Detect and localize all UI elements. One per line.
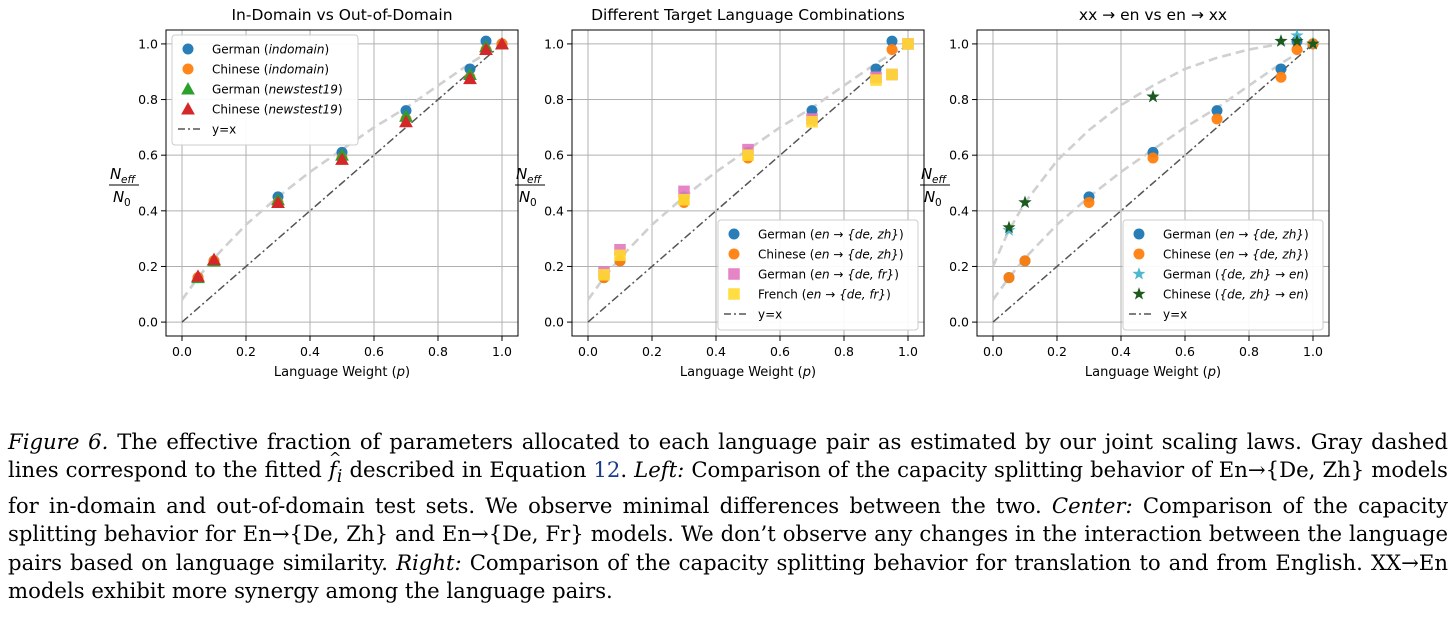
legend-label-text: Chinese ( (758, 247, 815, 262)
legend-label (1163, 247, 1309, 261)
chart-title: In-Domain vs Out-of-Domain (231, 6, 453, 24)
chart-title: Different Target Language Combinations (591, 6, 905, 24)
legend-label (212, 122, 236, 136)
y-tick-label: 0.6 (138, 147, 158, 163)
legend-label (1163, 267, 1309, 281)
caption-sentence-1: The effective fraction of parameters allocated to each language pair as estimated by our joint scaling laws. Gray dashed lines correspond to the fitted (8, 429, 1448, 483)
legend-label (212, 82, 343, 96)
x-tick-label: 1.0 (492, 344, 512, 359)
figure-caption (8, 428, 1448, 606)
legend-label-text: German ( (758, 267, 815, 282)
x-tick-label: 0.8 (834, 344, 854, 359)
y-label-denominator: N (924, 188, 936, 206)
x-axis-label-var: p (396, 365, 405, 380)
legend-label-text: Chinese ( (1163, 247, 1220, 262)
x-tick-label: 0.4 (706, 344, 726, 359)
legend-marker-square (728, 268, 740, 280)
x-tick-label: 0.0 (172, 344, 192, 359)
legend-label-italic: indomain (268, 62, 325, 77)
x-tick-label: 0.2 (236, 344, 256, 359)
y-label-denominator-sub: 0 (124, 197, 131, 209)
y-tick-label: 0.4 (544, 203, 564, 219)
y-tick-label: 0.0 (544, 314, 564, 330)
data-point (598, 269, 610, 281)
y-tick-label: 0.8 (544, 92, 564, 108)
x-axis-label-end: ) (810, 365, 817, 380)
x-axis-label-text: Language Weight ( (679, 365, 803, 380)
legend-label-end: ) (324, 42, 330, 57)
legend-label-end: ) (1304, 267, 1309, 282)
legend-label-italic: indomain (268, 42, 325, 57)
legend-marker-circle (1134, 229, 1145, 240)
legend-label (758, 267, 899, 281)
legend-label-text: German ( (1163, 267, 1220, 282)
legend-label-end: ) (898, 247, 904, 262)
y-label-denominator-sub: 0 (530, 197, 537, 209)
y-tick-label: 0.8 (949, 92, 969, 108)
x-tick-label: 0.6 (364, 344, 384, 359)
legend-label (758, 227, 904, 241)
legend-label-italic: en → {de, fr} (814, 267, 895, 282)
legend-label-text: German ( (212, 82, 269, 97)
y-tick-label: 0.6 (949, 147, 969, 163)
caption-fhat (329, 456, 343, 492)
y-axis-label (920, 165, 950, 209)
center-panel (506, 0, 936, 395)
legend-label-end: ) (1303, 247, 1309, 262)
legend-label-italic: en → {de, zh} (1219, 247, 1304, 262)
legend-label-end: ) (324, 62, 330, 77)
legend-label-end: ) (337, 102, 343, 117)
y-axis-label (109, 165, 139, 209)
y-label-numerator-sub: eff (121, 174, 136, 186)
data-point (1146, 90, 1159, 102)
legend-label-text: y=x (212, 122, 237, 137)
series-3 (1002, 34, 1319, 233)
y-label-numerator-sub: eff (932, 174, 947, 186)
legend-label-end: ) (337, 82, 343, 97)
legend-marker-circle (729, 249, 740, 260)
legend-label-text: German ( (212, 42, 269, 57)
legend-label-italic: en → {de, zh} (814, 227, 900, 242)
legend-label-italic: en → {de, zh} (1219, 227, 1305, 242)
legend-label-text: French ( (758, 287, 807, 302)
data-point (1276, 72, 1287, 83)
x-axis-label (680, 365, 816, 380)
legend (718, 220, 918, 330)
legend-label-text: Chinese ( (212, 62, 269, 77)
x-axis-label-var: p (1207, 365, 1216, 380)
legend-label-text: German ( (758, 227, 815, 242)
x-axis-label-end: ) (1215, 365, 1222, 380)
center-chart (506, 0, 936, 395)
legend-label-end: ) (886, 287, 891, 302)
caption-fhat-sub: i (336, 467, 343, 488)
legend (172, 35, 358, 145)
x-tick-label: 0.4 (1111, 344, 1131, 359)
data-point (1292, 44, 1303, 55)
data-point (806, 116, 818, 128)
legend-label (212, 42, 329, 56)
legend-label-text: Chinese ( (1163, 287, 1220, 302)
legend-marker-circle (1134, 249, 1145, 260)
legend-label (212, 102, 343, 116)
caption-right-text: Comparison of the capacity splitting behavior for translation to and from English. XX→En models exhibit more synergy among the language pairs. (8, 549, 1448, 604)
y-tick-label: 0.2 (138, 258, 158, 274)
legend-label-italic: newstest19 (268, 102, 338, 117)
right-chart (911, 0, 1331, 395)
y-tick-label: 0.2 (544, 258, 564, 274)
data-point (870, 74, 882, 86)
series-2 (1002, 29, 1319, 236)
y-label-numerator: N (110, 165, 122, 183)
x-tick-label: 0.2 (642, 344, 662, 359)
legend-label-text: y=x (758, 307, 783, 322)
legend-label (758, 287, 891, 301)
y-tick-label: 0.0 (138, 314, 158, 330)
y-tick-label: 1.0 (138, 36, 158, 52)
y-tick-label: 0.8 (138, 92, 158, 108)
legend-label-text: German ( (1163, 227, 1220, 242)
caption-label: Figure 6. (8, 429, 109, 454)
caption-left-text: Comparison of the capacity splitting behavior of En→{De, Zh} models for in-domain and out-of-domain test sets. We observe minimal differences between the two. (8, 457, 1448, 519)
data-point (886, 69, 898, 81)
caption-sentence-2: described in Equation (349, 457, 587, 483)
x-tick-label: 0.6 (770, 344, 790, 359)
x-axis-label-var: p (802, 365, 811, 380)
y-tick-label: 0.4 (138, 203, 158, 219)
x-tick-label: 1.0 (1303, 344, 1323, 359)
legend-label-italic: en → {de, zh} (814, 247, 899, 262)
y-tick-label: 1.0 (544, 36, 564, 52)
legend-label-text: Chinese ( (212, 102, 269, 117)
x-axis-label (1085, 365, 1221, 380)
x-tick-label: 0.8 (1239, 344, 1259, 359)
y-label-numerator: N (921, 165, 933, 183)
y-label-denominator: N (519, 188, 531, 206)
caption-center-label: Center: (1051, 493, 1133, 519)
data-point (614, 250, 626, 262)
y-tick-label: 0.0 (949, 314, 969, 330)
legend-label-italic: en → {de, fr} (806, 287, 887, 302)
data-point (1212, 114, 1223, 125)
data-point (678, 194, 690, 206)
legend-label (212, 62, 329, 76)
y-axis-label (515, 165, 545, 209)
legend-marker-circle (183, 64, 194, 75)
x-axis-label (274, 365, 410, 380)
caption-fhat-base: f (328, 457, 337, 483)
y-label-denominator: N (113, 188, 125, 206)
x-axis-label-text: Language Weight ( (1084, 365, 1208, 380)
legend-label (758, 307, 782, 321)
y-tick-label: 0.6 (544, 147, 564, 163)
caption-equation-ref[interactable]: 12 (593, 457, 621, 483)
legend-marker-circle (729, 229, 740, 240)
data-point (1148, 152, 1159, 163)
legend (1123, 220, 1323, 330)
caption-center-text: Comparison of the capacity splitting behavior for En→{De, Zh} and En→{De, Fr} models. We don’t observe any changes in the interaction between the language pairs based on language similarity. (8, 493, 1448, 575)
x-tick-label: 0.6 (1175, 344, 1195, 359)
legend-label-italic: {de, zh} → en (1219, 287, 1304, 302)
caption-right-label: Right: (396, 549, 462, 575)
x-axis-label-end: ) (404, 365, 411, 380)
y-label-numerator: N (516, 165, 528, 183)
legend-label (1163, 287, 1309, 301)
data-point (1004, 272, 1015, 283)
x-tick-label: 0.2 (1047, 344, 1067, 359)
legend-marker-square (728, 288, 740, 300)
legend-label-text: y=x (1163, 307, 1188, 322)
legend-label-end: ) (1303, 287, 1309, 302)
legend-label-end: ) (1304, 227, 1309, 242)
legend-label-end: ) (899, 227, 904, 242)
left-chart (100, 0, 530, 395)
legend-marker-circle (183, 44, 194, 55)
x-tick-label: 0.0 (983, 344, 1003, 359)
data-point (887, 44, 898, 55)
y-tick-label: 0.2 (949, 258, 969, 274)
y-tick-label: 0.4 (949, 203, 969, 219)
legend-label (1163, 307, 1187, 321)
left-panel (100, 0, 530, 395)
legend-label (758, 247, 904, 261)
data-point (742, 149, 754, 161)
x-tick-label: 1.0 (898, 344, 918, 359)
caption-period: . (620, 457, 628, 483)
legend-label-italic: {de, zh} → en (1219, 267, 1305, 282)
caption-left-label: Left: (634, 457, 685, 483)
data-point (1020, 255, 1031, 266)
x-tick-label: 0.4 (300, 344, 320, 359)
y-label-denominator-sub: 0 (935, 197, 942, 209)
right-panel (911, 0, 1331, 395)
x-tick-label: 0.8 (428, 344, 448, 359)
legend-label-italic: newstest19 (268, 82, 338, 97)
y-label-numerator-sub: eff (527, 174, 542, 186)
chart-title: xx → en vs en → xx (1078, 6, 1228, 24)
y-tick-label: 1.0 (949, 36, 969, 52)
data-point (1084, 197, 1095, 208)
x-axis-label-text: Language Weight ( (273, 365, 397, 380)
x-tick-label: 0.0 (578, 344, 598, 359)
legend-label (1163, 227, 1309, 241)
legend-label-end: ) (894, 267, 899, 282)
